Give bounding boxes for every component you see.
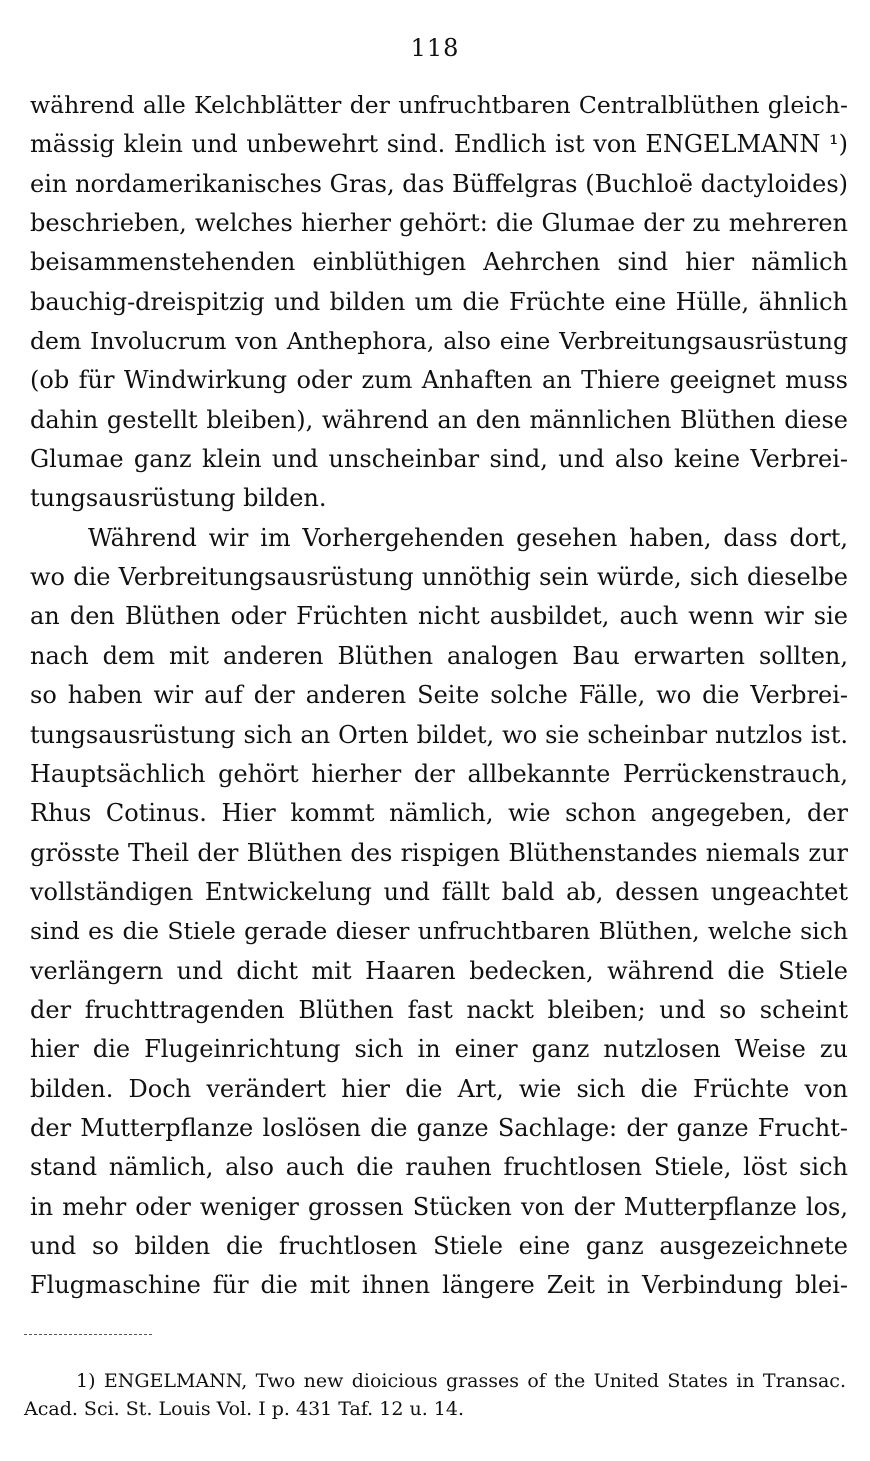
- footnote-line: Acad. Sci. St. Louis Vol. I p. 431 Taf. 12 u. 14.: [24, 1398, 465, 1420]
- text-line: (ob für Windwirkung oder zum Anhaften an Thiere geeignet muss: [30, 366, 848, 395]
- text-line: nach dem mit anderen Blüthen analogen Bau erwarten sollten,: [30, 641, 848, 670]
- text-line: beisammenstehenden einblüthigen Aehrchen sind hier nämlich: [30, 248, 848, 277]
- text-line: der Mutterpflanze loslösen die ganze Sachlage: der ganze Frucht-: [30, 1113, 848, 1142]
- paragraph-start-line: Während wir im Vorhergehenden gesehen haben, dass dort,: [88, 523, 848, 552]
- footnote-line: 1) ENGELMANN, Two new dioicious grasses of the United States in Transac.: [76, 1370, 846, 1392]
- text-line: verlängern und dicht mit Haaren bedecken, während die Stiele: [30, 956, 848, 985]
- text-line: der fruchttragenden Blüthen fast nackt bleiben; und so scheint: [30, 995, 848, 1024]
- text-line: dem Involucrum von Anthephora, also eine Verbreitungsausrüstung: [30, 327, 848, 356]
- text-line: sind es die Stiele gerade dieser unfruchtbaren Blüthen, welche sich: [30, 917, 848, 946]
- text-line: bauchig-dreispitzig und bilden um die Früchte eine Hülle, ähnlich: [30, 287, 848, 316]
- text-line: Flugmaschine für die mit ihnen längere Zeit in Verbindung blei-: [30, 1271, 848, 1300]
- text-line: stand nämlich, also auch die rauhen fruchtlosen Stiele, löst sich: [30, 1153, 848, 1182]
- text-line: tungsausrüstung bilden.: [30, 484, 327, 513]
- text-line: beschrieben, welches hierher gehört: die Glumae der zu mehreren: [30, 209, 848, 238]
- text-line: wo die Verbreitungsausrüstung unnöthig sein würde, sich dieselbe: [30, 563, 848, 592]
- text-line: dahin gestellt bleiben), während an den männlichen Blüthen diese: [30, 405, 848, 434]
- text-line: so haben wir auf der anderen Seite solche Fälle, wo die Verbrei-: [30, 681, 848, 710]
- text-line: in mehr oder weniger grossen Stücken von der Mutterpflanze los,: [30, 1192, 848, 1221]
- text-line: während alle Kelchblätter der unfruchtbaren Centralblüthen gleich-: [30, 91, 848, 119]
- text-line: tungsausrüstung sich an Orten bildet, wo sie scheinbar nutzlos ist.: [30, 720, 848, 749]
- text-line: und so bilden die fruchtlosen Stiele eine ganz ausgezeichnete: [30, 1231, 848, 1260]
- text-line: hier die Flugeinrichtung sich in einer ganz nutzlosen Weise zu: [30, 1035, 848, 1064]
- text-line: vollständigen Entwickelung und fällt bald ab, dessen ungeachtet: [30, 877, 848, 906]
- text-line: an den Blüthen oder Früchten nicht ausbildet, auch wenn wir sie: [30, 602, 848, 631]
- text-line: mässig klein und unbewehrt sind. Endlich ist von ENGELMANN ¹): [30, 130, 848, 159]
- body-text: [30, 86, 848, 1306]
- text-line: Rhus Cotinus. Hier kommt nämlich, wie schon angegeben, der: [30, 799, 848, 828]
- footnote: [24, 1367, 846, 1423]
- text-line: ein nordamerikanisches Gras, das Büffelgras (Buchloë dactyloides): [30, 169, 848, 198]
- text-line: Glumae ganz klein und unscheinbar sind, und also keine Verbrei-: [30, 445, 848, 474]
- text-line: grösste Theil der Blüthen des rispigen Blüthenstandes niemals zur: [30, 838, 848, 867]
- page-number: 118: [410, 34, 460, 62]
- footnote-divider: [24, 1334, 152, 1335]
- text-line: Hauptsächlich gehört hierher der allbekannte Perrückenstrauch,: [30, 759, 848, 788]
- text-line: bilden. Doch verändert hier die Art, wie sich die Früchte von: [30, 1074, 848, 1103]
